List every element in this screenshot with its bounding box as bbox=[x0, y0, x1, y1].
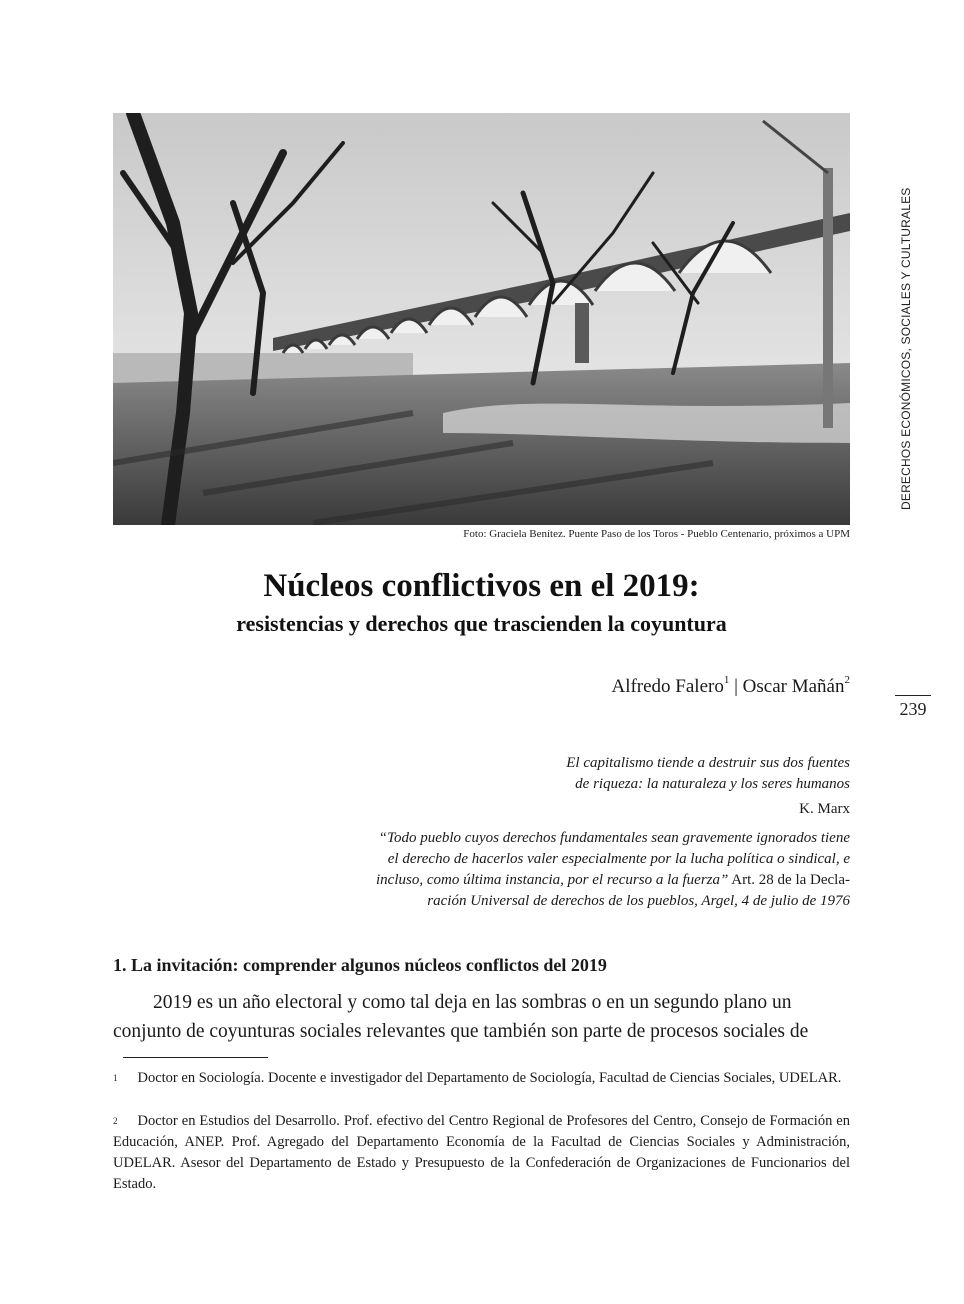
epigraph-declaration bbox=[300, 828, 850, 912]
bridge-photo bbox=[113, 113, 850, 525]
bridge-photo-illustration bbox=[113, 113, 850, 525]
footnote-separator bbox=[123, 1057, 268, 1058]
authors-line bbox=[113, 676, 850, 698]
article-subtitle: resistencias y derechos que trascienden la coyuntura bbox=[236, 611, 727, 636]
body-paragraph bbox=[113, 988, 850, 1046]
footnote-text: Doctor en Sociología. Docente e investigador del Departamento de Sociología, Facultad de Ciencias Sociales, UDELAR. bbox=[137, 1070, 842, 1086]
epigraph-line: El capitalismo tiende a destruir sus dos fuentes bbox=[566, 755, 850, 771]
article-title: Núcleos conflictivos en el 2019: bbox=[263, 568, 700, 604]
section-heading: 1. La invitación: comprender algunos núcleos conflictos del 2019 bbox=[113, 955, 607, 975]
footnote-2 bbox=[113, 1111, 850, 1195]
footnote-1 bbox=[113, 1068, 850, 1089]
epigraph-quote-end: incluso, como última instancia, por el recurso a la fuerza” bbox=[376, 872, 729, 888]
author-name: Oscar Mañán bbox=[742, 676, 845, 697]
author-separator: | bbox=[729, 676, 743, 697]
body-line: 2019 es un año electoral y como tal deja en las sombras o en un segundo plano un bbox=[153, 992, 792, 1013]
epigraph-line: “Todo pueblo cuyos derechos fundamentales sean gravemente ignorados tiene bbox=[378, 830, 850, 846]
epigraph-marx bbox=[300, 753, 850, 795]
page-number-rule bbox=[895, 695, 931, 696]
epigraph-line: el derecho de hacerlos valer especialmente por la lucha política o sindical, e bbox=[387, 851, 850, 867]
footnote-number: 1 bbox=[113, 1073, 118, 1083]
footnote-number: 2 bbox=[113, 1116, 118, 1126]
epigraph-line: de riqueza: la naturaleza y los seres humanos bbox=[575, 776, 850, 792]
epigraph-source: Art. 28 de la Decla- bbox=[728, 872, 850, 888]
photo-caption: Foto: Graciela Benítez. Puente Paso de los Toros - Pueblo Centenario, próximos a UPM bbox=[463, 528, 850, 540]
footnote-text: Doctor en Estudios del Desarrollo. Prof. efectivo del Centro Regional de Profesores del Centro, Consejo de Formación en Educación, ANEP. Prof. Agregado del Departamento Economía de la Facultad de Ciencias Sociales y Administración, UDELAR. Asesor del Departamento de Estado y Presupuesto de la Confederación de Organizaciones de Funcionarios del Estado. bbox=[113, 1113, 850, 1192]
footnote-ref[interactable]: 1 bbox=[723, 674, 730, 686]
section-side-label: DERECHOS ECONÓMICOS, SOCIALES Y CULTURALES bbox=[899, 187, 913, 510]
page-number: 239 bbox=[899, 699, 927, 719]
epigraph-line: ración Universal de derechos de los pueblos, Argel, 4 de julio de 1976 bbox=[427, 893, 850, 909]
body-line: conjunto de coyunturas sociales relevantes que también son parte de procesos sociales de bbox=[113, 1021, 809, 1042]
footnote-ref[interactable]: 2 bbox=[844, 674, 850, 686]
epigraph-attribution: K. Marx bbox=[799, 801, 850, 817]
epigraph-line bbox=[300, 870, 850, 891]
author-name: Alfredo Falero bbox=[611, 676, 724, 697]
